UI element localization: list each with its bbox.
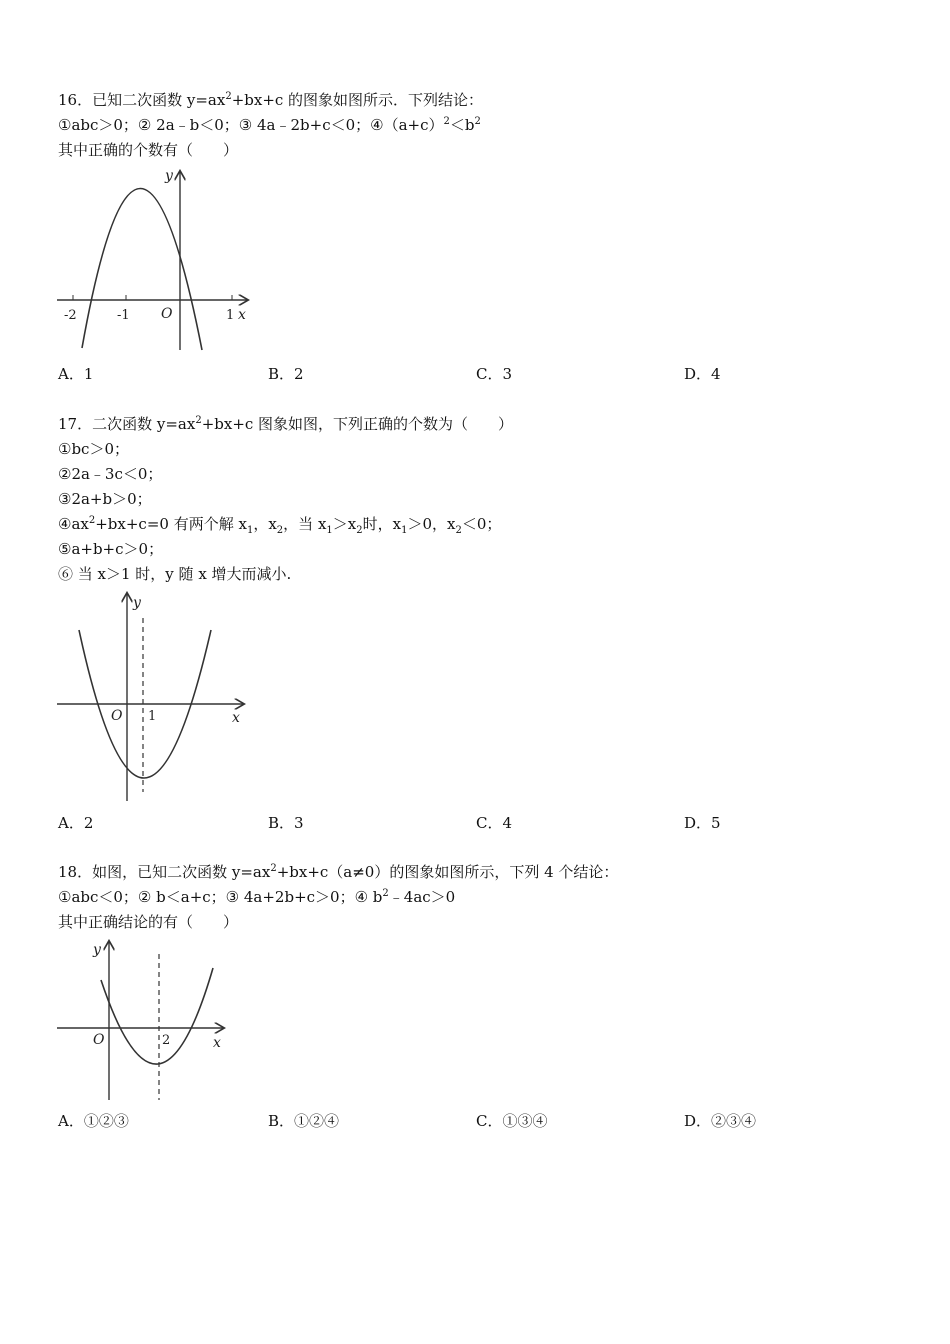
q17-origin: O (111, 708, 123, 724)
q17-statement-6: ⑥ 当 x＞1 时，y 随 x 增大而减小. (58, 565, 292, 583)
q16-stem-line3: 其中正确的个数有（ ） (58, 141, 239, 159)
q17-statement-5: ⑤a+b+c＞0； (58, 540, 164, 558)
q18-x-label: x (213, 1035, 221, 1051)
q18-tick-2: 2 (162, 1033, 171, 1048)
q18-stem-line1: 18．如图，已知二次函数 $y=ax^2+bx+c(a\ne 0)$的图象如图所示，下列 4 个结论： (58, 863, 619, 881)
q16-stem-line1: 16．已知二次函数 $y=ax^2+bx+c$ 的图象如图所示．下列结论： (58, 91, 484, 109)
q18-stem-line2: ①abc＜0；② b＜a+c；③ 4a+2b+c＞0；④ $b^2﹣4ac>0$ (58, 888, 456, 906)
q18-option-c[interactable]: C．①③④ (476, 1112, 548, 1130)
q16-origin: O (161, 306, 173, 322)
q16-x-label: x (238, 307, 246, 323)
q18-origin: O (93, 1032, 105, 1048)
q16-tick-neg2: -2 (64, 308, 77, 323)
q17-option-c[interactable]: C．4 (476, 814, 513, 832)
q18-parabola (101, 968, 213, 1064)
q17-graph (55, 590, 255, 805)
q18-option-a[interactable]: A．①②③ (58, 1112, 129, 1130)
q16-option-a[interactable]: A．1 (58, 365, 94, 383)
q17-statement-4: $④ax^2+bx+c=0$ 有两个解 $x_1$，$x_2$，当 $x_1>x_2$时，$x_1>0$，$x_2<0$； (58, 515, 502, 536)
q16-parabola (82, 188, 202, 350)
q16-tick-neg1: -1 (117, 308, 130, 323)
q16-stem-line2: ①abc＞0；② 2a﹣b＜0；③ 4a﹣2b+c＜0；$④(a+c)^2<b^2$ (58, 116, 481, 134)
q16-option-d[interactable]: D．4 (684, 365, 721, 383)
q17-option-d[interactable]: D．5 (684, 814, 721, 832)
q16-option-b[interactable]: B．2 (268, 365, 304, 383)
q16-option-c[interactable]: C．3 (476, 365, 513, 383)
q17-option-b[interactable]: B．3 (268, 814, 304, 832)
q16-y-label: y (165, 168, 173, 184)
q17-statement-1: ①bc＞0； (58, 440, 129, 458)
q16-tick-1: 1 (226, 308, 235, 323)
q17-x-label: x (232, 710, 240, 726)
q18-option-b[interactable]: B．①②④ (268, 1112, 340, 1130)
q17-statement-3: ③2a+b＞0； (58, 490, 152, 508)
q17-y-label: y (133, 595, 141, 611)
q18-stem-line3: 其中正确结论的有（ ） (58, 913, 239, 931)
q16-graph (55, 170, 255, 350)
q17-tick-1: 1 (148, 709, 157, 724)
q17-statement-2: ②2a﹣3c＜0； (58, 465, 163, 483)
q18-graph (55, 938, 235, 1103)
q17-stem-line1: 17．二次函数 $y=ax^2+bx+c$ 图象如图，下列正确的个数为（ ） (58, 415, 514, 433)
q18-option-d[interactable]: D．②③④ (684, 1112, 757, 1130)
q18-y-label: y (93, 942, 101, 958)
q17-option-a[interactable]: A．2 (58, 814, 94, 832)
